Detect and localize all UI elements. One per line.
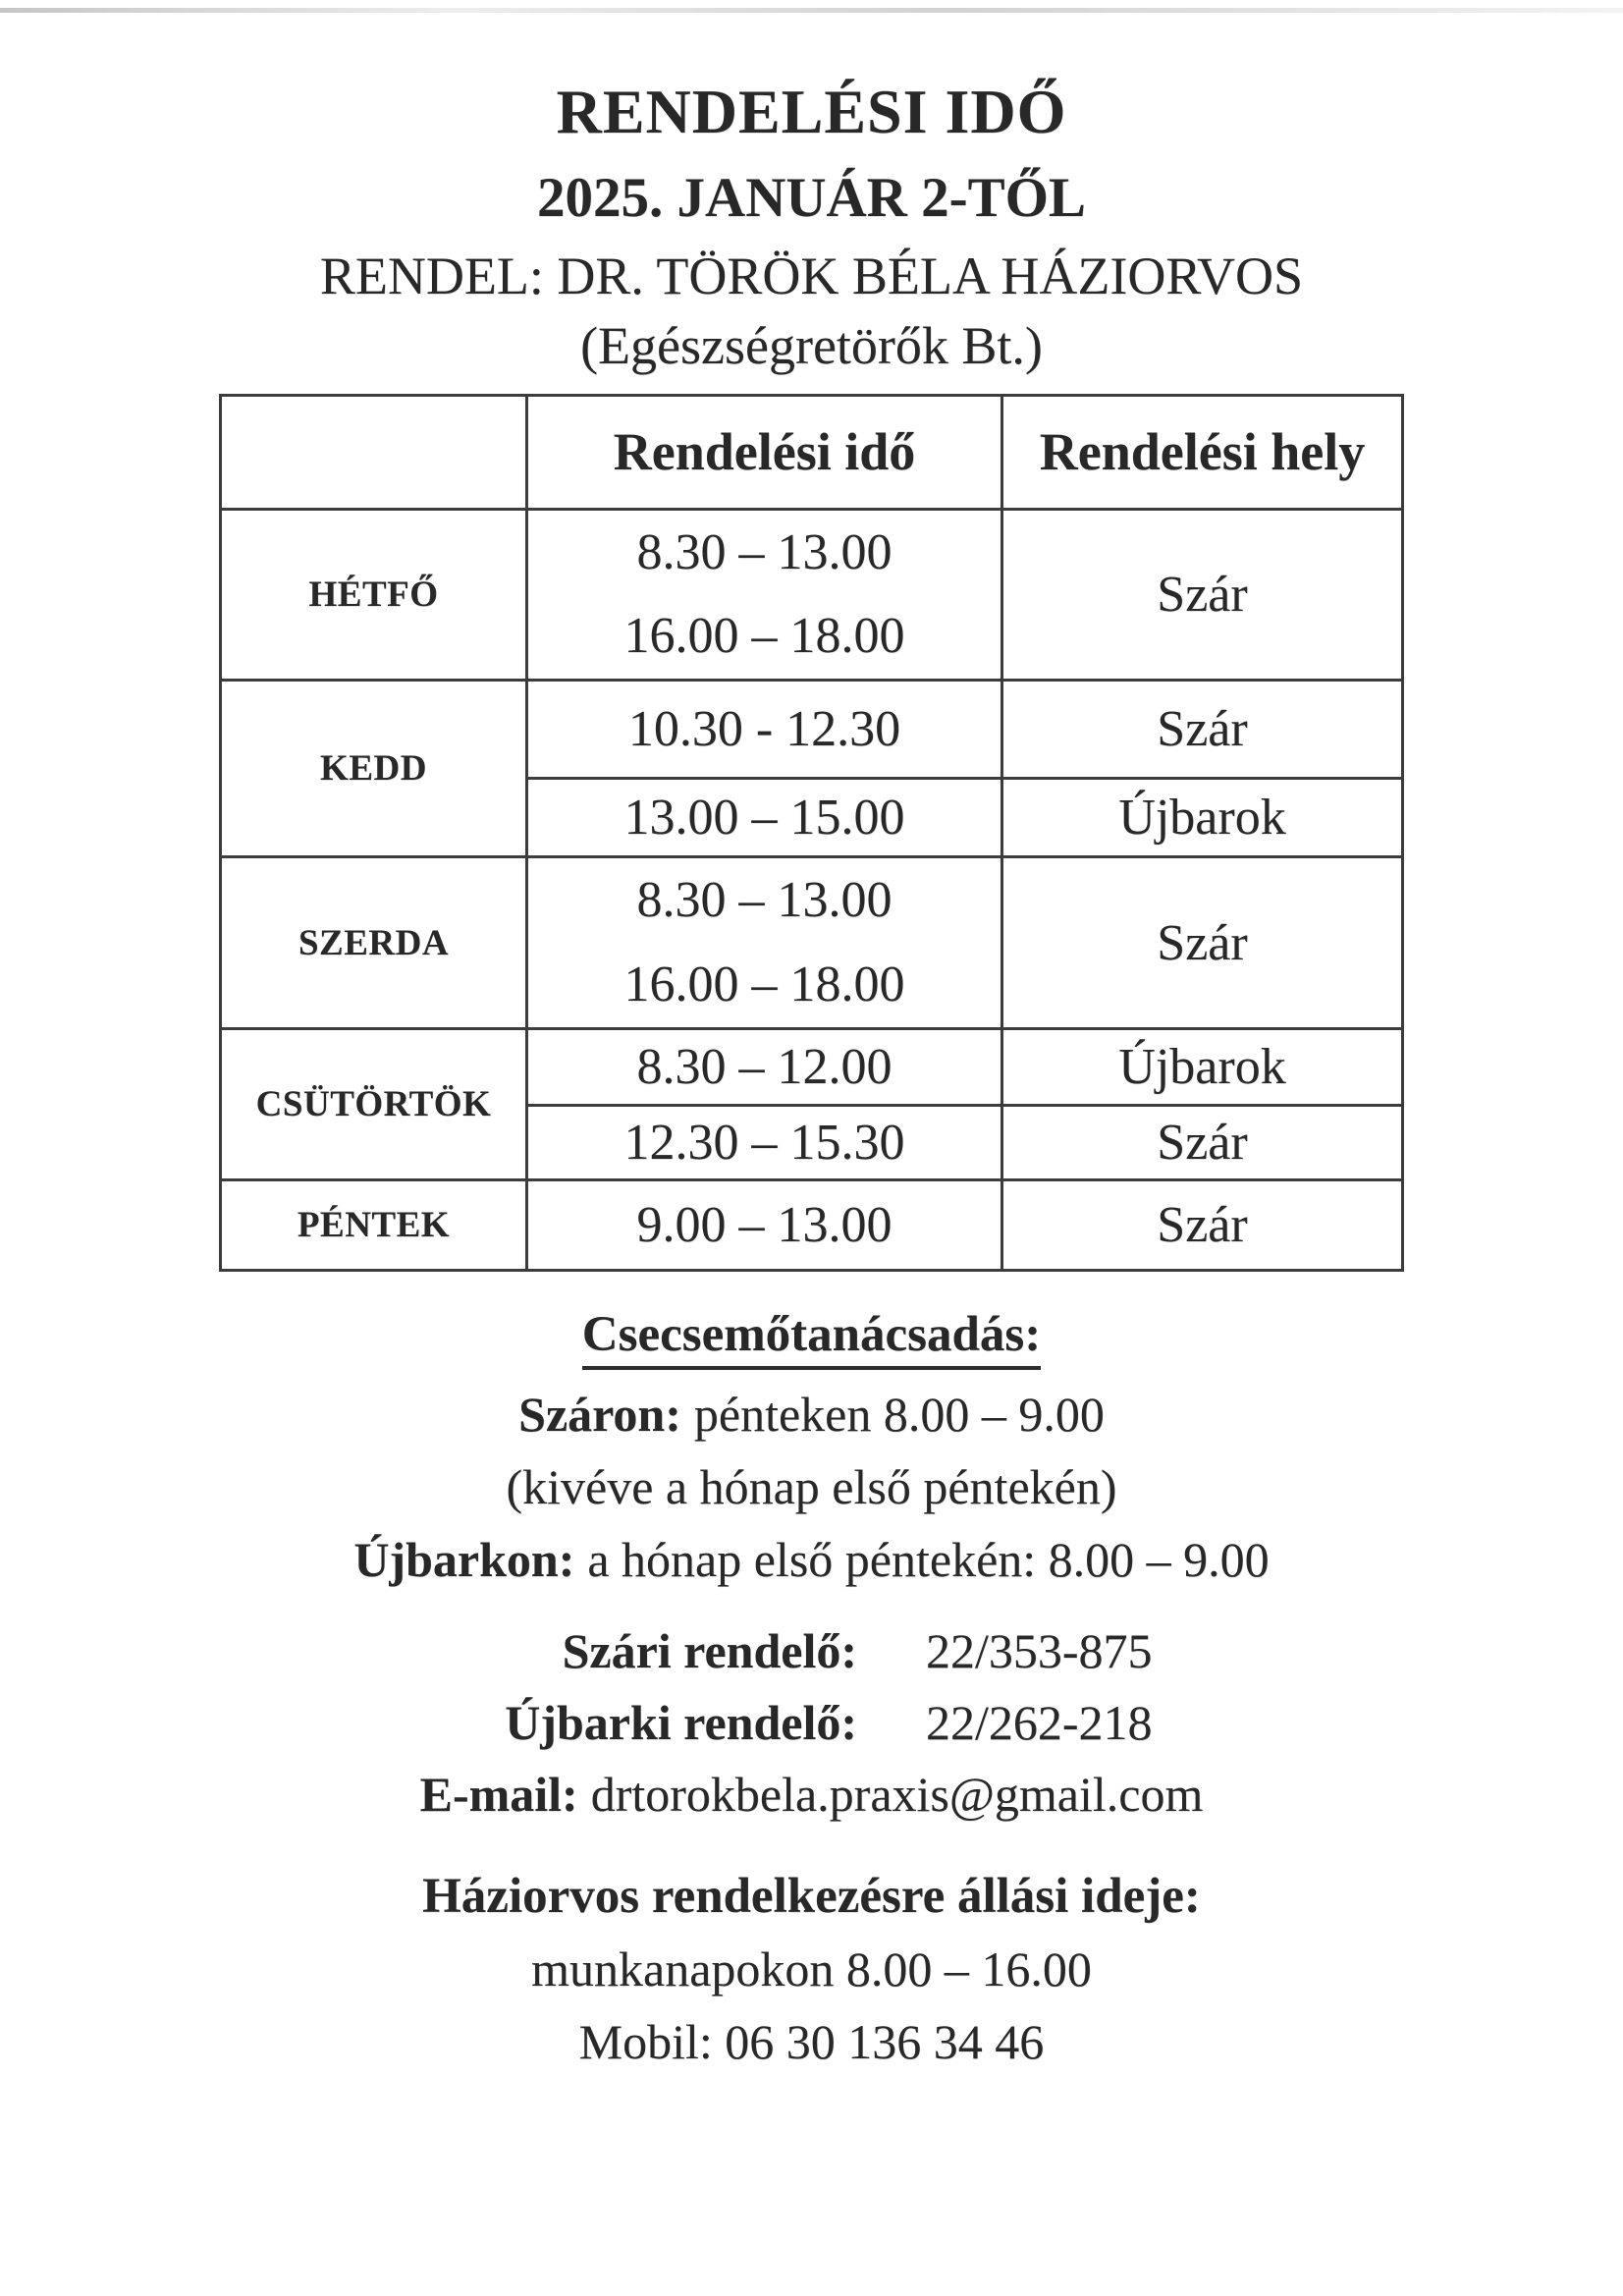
- infant-heading-wrap: [0, 1305, 1623, 1370]
- infant-exception-line: (kivéve a hónap első péntekén): [506, 1458, 1117, 1514]
- time-cell-tuesday-slot1: 10.30 - 12.30: [527, 681, 1002, 779]
- column-header-time: Rendelési idő: [527, 395, 1002, 509]
- page-title: RENDELÉSI IDŐ: [556, 77, 1067, 146]
- email-line: [0, 1767, 1623, 1823]
- infant-consulting-section: [0, 1305, 1623, 1588]
- day-cell-monday: HÉTFŐ: [221, 509, 527, 681]
- effective-date-line: 2025. JANUÁR 2-TŐL: [537, 167, 1086, 230]
- ujbarok-office-phone: 22/262-218: [926, 1694, 1153, 1750]
- time-stack-monday: [528, 511, 1001, 680]
- ujbarok-office-row: [0, 1695, 1623, 1751]
- contact-section: [0, 1623, 1623, 1823]
- infant-szar-time: pénteken 8.00 – 9.00: [693, 1386, 1105, 1442]
- infant-ujbarok-time: a hónap első péntekén: 8.00 – 9.00: [587, 1531, 1270, 1587]
- wednesday-time-2: 16.00 – 18.00: [623, 957, 905, 1013]
- place-cell-tuesday-slot2: Újbarok: [1002, 779, 1403, 857]
- szar-office-phone: 22/353-875: [926, 1622, 1153, 1678]
- infant-szar-label: Száron:: [518, 1386, 681, 1442]
- monday-time-2: 16.00 – 18.00: [623, 608, 905, 665]
- day-cell-thursday: CSÜTÖRTÖK: [221, 1028, 527, 1179]
- time-stack-wednesday: [528, 858, 1001, 1027]
- email-value: drtorokbela.praxis@gmail.com: [590, 1766, 1204, 1822]
- corner-cell: [221, 395, 527, 509]
- table-row-friday: [221, 1179, 1403, 1270]
- table-row-thursday-slot1: [221, 1028, 1403, 1105]
- place-cell-thursday-slot2: Szár: [1002, 1105, 1403, 1179]
- place-cell-thursday-slot1: Újbarok: [1002, 1028, 1403, 1105]
- table-row-wednesday: [221, 857, 1403, 1029]
- column-header-place: Rendelési hely: [1002, 395, 1403, 509]
- szar-office-row: [0, 1623, 1623, 1679]
- availability-heading: Háziorvos rendelkezésre állási ideje:: [422, 1868, 1201, 1924]
- infant-ujbarok-label: Újbarkon:: [353, 1531, 575, 1587]
- place-cell-wednesday: Szár: [1002, 857, 1403, 1029]
- table-header-row: [221, 395, 1403, 509]
- doctor-line: RENDEL: DR. TÖRÖK BÉLA HÁZIORVOS: [319, 246, 1304, 305]
- availability-hours: munkanapokon 8.00 – 16.00: [531, 1941, 1092, 1997]
- day-cell-tuesday: KEDD: [221, 681, 527, 857]
- time-cell-thursday-slot1: 8.30 – 12.00: [527, 1028, 1002, 1105]
- place-cell-tuesday-slot1: Szár: [1002, 681, 1403, 779]
- table-row-monday: [221, 509, 1403, 681]
- infant-ujbarok-line: [0, 1532, 1623, 1588]
- time-cell-friday: 9.00 – 13.00: [527, 1179, 1002, 1270]
- time-cell-monday: [527, 509, 1002, 681]
- availability-section: [0, 1868, 1623, 2070]
- place-cell-monday: Szár: [1002, 509, 1403, 681]
- monday-time-1: 8.30 – 13.00: [636, 523, 893, 580]
- time-cell-wednesday: [527, 857, 1002, 1029]
- availability-mobile: Mobil: 06 30 136 34 46: [578, 2014, 1045, 2070]
- time-cell-tuesday-slot2: 13.00 – 15.00: [527, 779, 1002, 857]
- day-cell-friday: PÉNTEK: [221, 1179, 527, 1270]
- wednesday-time-1: 8.30 – 13.00: [636, 872, 893, 929]
- schedule-table: [219, 394, 1404, 1272]
- szar-office-label: Szári rendelő:: [562, 1622, 857, 1678]
- email-label: E-mail:: [419, 1766, 578, 1822]
- day-cell-wednesday: SZERDA: [221, 857, 527, 1029]
- practice-line: (Egészségretörők Bt.): [580, 316, 1043, 376]
- document-header: [0, 0, 1623, 376]
- ujbarok-office-label: Újbarki rendelő:: [505, 1694, 857, 1750]
- table-row-tuesday-slot1: [221, 681, 1403, 779]
- place-cell-friday: Szár: [1002, 1179, 1403, 1270]
- infant-szar-line: [0, 1387, 1623, 1443]
- scan-edge-artifact: [0, 8, 1623, 13]
- time-cell-thursday-slot2: 12.30 – 15.30: [527, 1105, 1002, 1179]
- infant-consulting-heading: Csecsemőtanácsadás:: [582, 1307, 1041, 1370]
